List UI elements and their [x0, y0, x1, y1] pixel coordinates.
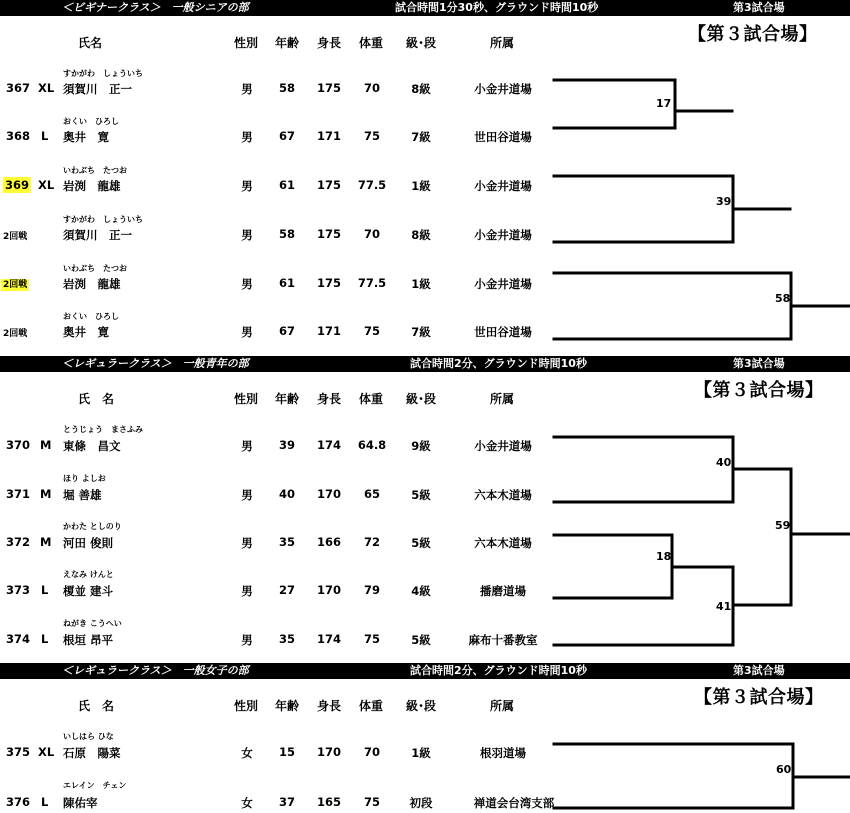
gender: 男: [241, 584, 253, 598]
header-height: 身長: [317, 699, 342, 713]
gender: 男: [241, 82, 253, 96]
section-banner: [0, 0, 850, 16]
section-banner: [0, 356, 850, 372]
arena-title: 【第３試合場】: [694, 380, 824, 401]
height: 175: [316, 81, 342, 95]
header-age: 年齢: [275, 392, 300, 406]
height: 170: [316, 745, 342, 759]
class-label: ＜ビギナークラス＞ 一般シニアの部: [62, 1, 249, 14]
round-label: 2回戦: [3, 329, 28, 339]
gender: 男: [241, 130, 253, 144]
time-label: 試合時間1分30秒、グラウンド時間10秒: [395, 1, 599, 14]
weight: 75: [363, 632, 381, 646]
match-number: 18: [656, 550, 672, 563]
name-kana: おくい ひろし: [63, 117, 119, 126]
name-kana: とうじょう まさふみ: [63, 425, 143, 434]
round-label: 2回戦: [3, 232, 28, 242]
weight: 70: [363, 81, 381, 95]
size-class: L: [41, 583, 49, 597]
height: 165: [316, 795, 342, 809]
venue-label: 第3試合場: [733, 357, 785, 370]
age: 58: [278, 227, 296, 241]
entry-number: 369: [5, 178, 30, 192]
height: 174: [316, 438, 342, 452]
header-rank: 級･段: [406, 699, 437, 713]
competitor-name: 河田 俊則: [63, 536, 114, 550]
rank: 1級: [411, 277, 431, 291]
weight: 79: [363, 583, 381, 597]
competitor-name: 岩渕 龍雄: [63, 277, 121, 291]
header-age: 年齢: [275, 36, 300, 50]
size-class: L: [41, 129, 49, 143]
weight: 70: [363, 745, 381, 759]
header-name: 氏 名: [78, 699, 115, 713]
bracket-line-39: [554, 176, 733, 242]
match-number: 60: [776, 763, 792, 776]
header-height: 身長: [317, 36, 342, 50]
size-class: M: [40, 438, 52, 452]
competitor-name: 須賀川 正一: [63, 82, 132, 96]
entry-number: 367: [6, 81, 31, 95]
entry-number: 374: [6, 632, 31, 646]
class-label: ＜レギュラークラス＞ 一般青年の部: [62, 357, 249, 370]
competitor-name: 根垣 昂平: [63, 633, 114, 647]
dojo: 六本木道場: [474, 488, 532, 502]
header-height: 身長: [317, 392, 342, 406]
name-kana: ほり よしお: [63, 474, 106, 483]
age: 67: [278, 324, 296, 338]
weight: 77.5: [357, 276, 387, 290]
rank: 4級: [411, 584, 431, 598]
bracket-line-40: [554, 437, 733, 502]
height: 171: [316, 324, 342, 338]
height: 175: [316, 178, 342, 192]
match-number: 17: [656, 97, 672, 110]
age: 15: [278, 745, 296, 759]
dojo: 小金井道場: [474, 277, 532, 291]
height: 174: [316, 632, 342, 646]
competitor-name: 陳佑宰: [63, 796, 98, 810]
dojo: 六本木道場: [474, 536, 532, 550]
age: 67: [278, 129, 296, 143]
name-kana: すかがわ しょういち: [63, 69, 143, 78]
rank: 7級: [411, 130, 431, 144]
size-class: L: [41, 795, 49, 809]
gender: 女: [241, 746, 253, 760]
weight: 75: [363, 324, 381, 338]
size-class: XL: [38, 745, 55, 759]
dojo: 世田谷道場: [474, 325, 532, 339]
entry-number: 368: [6, 129, 31, 143]
dojo: 麻布十番教室: [468, 633, 538, 647]
rank: 1級: [411, 746, 431, 760]
header-gender: 性別: [234, 392, 259, 406]
dojo: 禅道会台湾支部: [473, 796, 555, 810]
rank: 8級: [411, 82, 431, 96]
height: 166: [316, 535, 342, 549]
header-weight: 体重: [359, 699, 384, 713]
entry-number: 375: [6, 745, 31, 759]
entry-number: 372: [6, 535, 31, 549]
rank: 5級: [411, 488, 431, 502]
dojo: 小金井道場: [474, 82, 532, 96]
venue-label: 第3試合場: [733, 1, 785, 14]
competitor-name: 奥井 寛: [63, 130, 109, 144]
height: 175: [316, 276, 342, 290]
header-gender: 性別: [234, 36, 259, 50]
header-weight: 体重: [359, 36, 384, 50]
rank: 5級: [411, 633, 431, 647]
size-class: XL: [38, 81, 55, 95]
bracket-line-58: [554, 273, 791, 339]
time-label: 試合時間2分、グラウンド時間10秒: [410, 357, 587, 370]
bracket-line-41: [554, 567, 733, 645]
rank: 5級: [411, 536, 431, 550]
name-kana: えなみ けんと: [63, 570, 114, 579]
size-class: M: [40, 535, 52, 549]
header-rank: 級･段: [406, 36, 437, 50]
dojo: 小金井道場: [474, 228, 532, 242]
rank: 9級: [411, 439, 431, 453]
gender: 男: [241, 179, 253, 193]
match-number: 39: [716, 195, 732, 208]
match-number: 40: [716, 456, 732, 469]
header-name: 氏 名: [78, 392, 115, 406]
name-kana: エレイン チェン: [63, 781, 127, 790]
weight: 65: [363, 487, 381, 501]
weight: 77.5: [357, 178, 387, 192]
height: 170: [316, 583, 342, 597]
rank: 1級: [411, 179, 431, 193]
header-gender: 性別: [234, 699, 259, 713]
gender: 男: [241, 277, 253, 291]
gender: 男: [241, 488, 253, 502]
venue-label: 第3試合場: [733, 664, 785, 677]
gender: 男: [241, 439, 253, 453]
rank: 初段: [409, 796, 433, 810]
bracket-line-59: [733, 469, 791, 605]
bracket-line-60: [554, 744, 793, 808]
bracket-line-18: [554, 535, 672, 598]
rank: 7級: [411, 325, 431, 339]
competitor-name: 石原 陽菜: [63, 746, 121, 760]
weight: 64.8: [357, 438, 387, 452]
weight: 70: [363, 227, 381, 241]
age: 35: [278, 632, 296, 646]
dojo: 播磨道場: [480, 584, 526, 598]
match-number: 58: [775, 292, 791, 305]
age: 37: [278, 795, 296, 809]
match-number: 59: [775, 519, 791, 532]
competitor-name: 奥井 寛: [63, 325, 109, 339]
entry-number: 376: [6, 795, 31, 809]
gender: 男: [241, 228, 253, 242]
weight: 75: [363, 129, 381, 143]
height: 170: [316, 487, 342, 501]
name-kana: ねがき こうへい: [63, 619, 122, 628]
header-weight: 体重: [359, 392, 384, 406]
dojo: 根羽道場: [480, 746, 526, 760]
name-kana: おくい ひろし: [63, 312, 119, 321]
round-label: 2回戦: [3, 280, 28, 290]
age: 61: [278, 276, 296, 290]
gender: 男: [241, 633, 253, 647]
dojo: 小金井道場: [474, 439, 532, 453]
header-age: 年齢: [275, 699, 300, 713]
weight: 75: [363, 795, 381, 809]
header-name: 氏名: [78, 36, 103, 50]
section-banner: [0, 663, 850, 679]
name-kana: いわぶち たつお: [63, 264, 127, 273]
age: 58: [278, 81, 296, 95]
name-kana: いわぶち たつお: [63, 166, 127, 175]
height: 171: [316, 129, 342, 143]
gender: 女: [241, 796, 253, 810]
age: 61: [278, 178, 296, 192]
time-label: 試合時間2分、グラウンド時間10秒: [410, 664, 587, 677]
class-label: ＜レギュラークラス＞ 一般女子の部: [62, 664, 249, 677]
match-number: 41: [716, 600, 732, 613]
gender: 男: [241, 536, 253, 550]
entry-number: 370: [6, 438, 31, 452]
age: 35: [278, 535, 296, 549]
arena-title: 【第３試合場】: [694, 687, 824, 708]
gender: 男: [241, 325, 253, 339]
age: 39: [278, 438, 296, 452]
competitor-name: 榎並 建斗: [63, 584, 114, 598]
header-dojo: 所属: [490, 699, 515, 713]
dojo: 世田谷道場: [474, 130, 532, 144]
age: 40: [278, 487, 296, 501]
weight: 72: [363, 535, 381, 549]
name-kana: いしはら ひな: [63, 732, 114, 741]
arena-title: 【第３試合場】: [688, 24, 818, 45]
name-kana: かわた としのり: [63, 522, 122, 531]
competitor-name: 東條 昌文: [63, 439, 121, 453]
size-class: XL: [38, 178, 55, 192]
height: 175: [316, 227, 342, 241]
competitor-name: 堀 善雄: [63, 488, 102, 502]
size-class: L: [41, 632, 49, 646]
competitor-name: 岩渕 龍雄: [63, 179, 121, 193]
header-rank: 級･段: [406, 392, 437, 406]
size-class: M: [40, 487, 52, 501]
header-dojo: 所属: [490, 392, 515, 406]
entry-number: 371: [6, 487, 31, 501]
header-dojo: 所属: [490, 36, 515, 50]
entry-number: 373: [6, 583, 31, 597]
rank: 8級: [411, 228, 431, 242]
age: 27: [278, 583, 296, 597]
dojo: 小金井道場: [474, 179, 532, 193]
competitor-name: 須賀川 正一: [63, 228, 132, 242]
name-kana: すかがわ しょういち: [63, 215, 143, 224]
